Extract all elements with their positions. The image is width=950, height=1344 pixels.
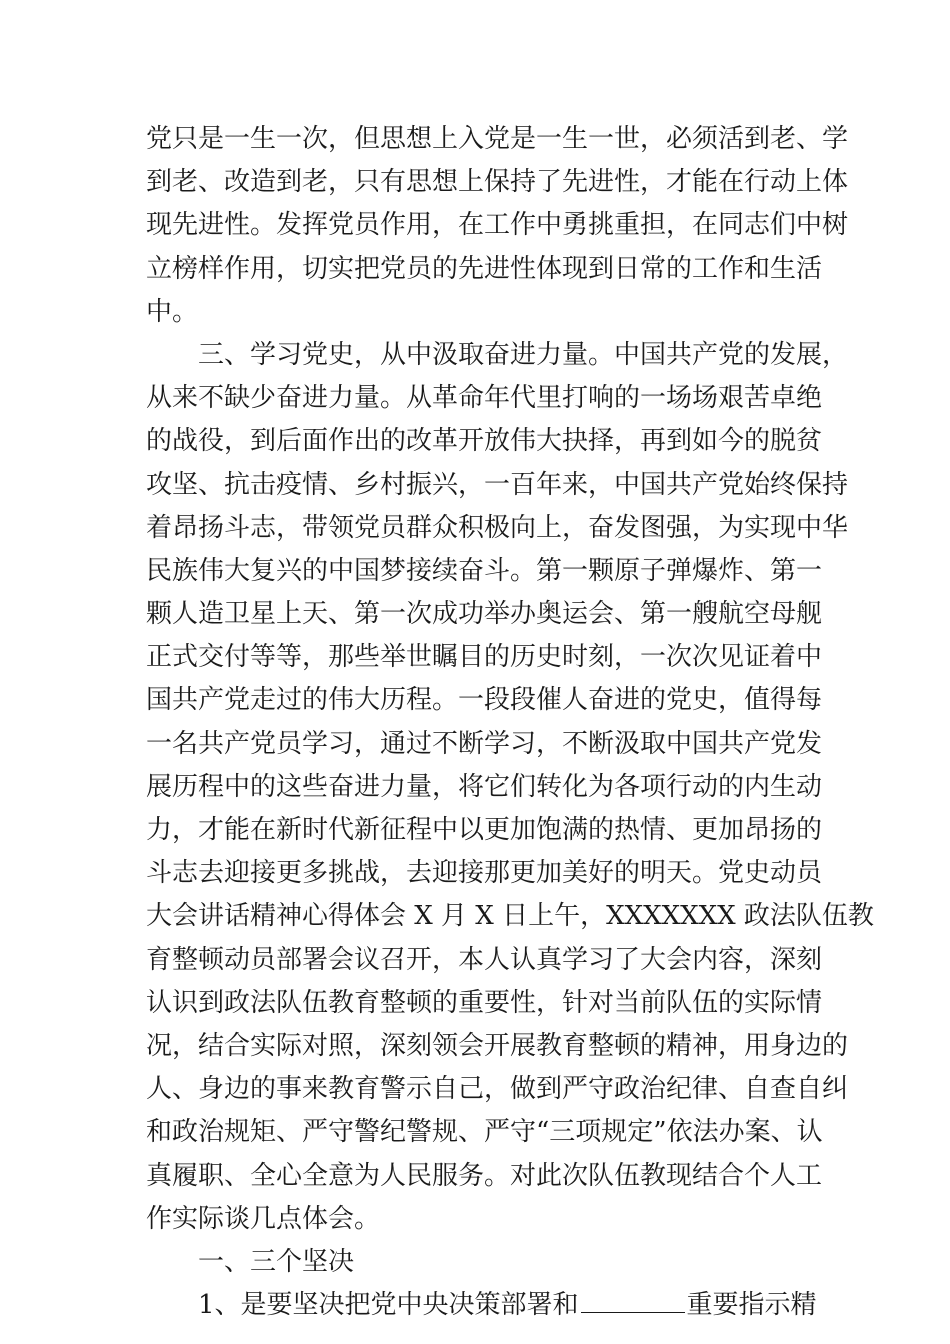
text-line: 到老、改造到老，只有思想上保持了先进性，才能在行动上体 [146, 167, 849, 198]
text-line: 中。 [146, 296, 199, 327]
text-line: 真履职、全心全意为人民服务。对此次队伍教现结合个人工 [146, 1160, 823, 1191]
text-line: 攻坚、抗击疫情、乡村振兴，一百年来，中国共产党始终保持 [146, 469, 849, 500]
text-line: 况，结合实际对照，深刻领会开展教育整顿的精神，用身边的 [146, 1030, 849, 1061]
section-heading-line: 一、三个坚决 [198, 1246, 355, 1277]
fill-in-line [146, 1284, 817, 1327]
fill-in-blank [581, 1286, 685, 1313]
fill-in-text-after: 重要指示精 [686, 1290, 817, 1321]
text-line: 人、身边的事来教育警示自己，做到严守政治纪律、自查自纠 [146, 1074, 849, 1105]
text-line: 民族伟大复兴的中国梦接续奋斗。第一颗原子弹爆炸、第一 [146, 555, 823, 586]
text-line: 党只是一生一次，但思想上入党是一生一世，必须活到老、学 [146, 124, 849, 154]
text-line: 育整顿动员部署会议召开，本人认真学习了大会内容，深刻 [146, 944, 823, 975]
text-line: 展历程中的这些奋进力量，将它们转化为各项行动的内生动 [146, 771, 823, 802]
text-line: 大会讲话精神心得体会 X 月 X 日上午，XXXXXXX 政法队伍教 [146, 901, 874, 932]
document-body [146, 118, 874, 1327]
text-line: 作实际谈几点体会。 [146, 1203, 381, 1234]
text-line: 立榜样作用，切实把党员的先进性体现到日常的工作和生活 [146, 253, 823, 284]
text-line: 一名共产党员学习，通过不断学习，不断汲取中国共产党发 [146, 728, 823, 759]
text-line: 的战役，到后面作出的改革开放伟大抉择，再到如今的脱贫 [146, 426, 823, 457]
text-line: 现先进性。发挥党员作用，在工作中勇挑重担，在同志们中树 [146, 210, 849, 241]
text-line: 从来不缺少奋进力量。从革命年代里打响的一场场艰苦卓绝 [146, 383, 823, 414]
text-line: 力，才能在新时代新征程中以更加饱满的热情、更加昂扬的 [146, 815, 823, 845]
text-line: 正式交付等等，那些举世瞩目的历史时刻，一次次见证着中 [146, 642, 823, 673]
text-line: 认识到政法队伍教育整顿的重要性，针对当前队伍的实际情 [146, 987, 823, 1018]
section-heading-line: 三、学习党史，从中汲取奋进力量。中国共产党的发展， [198, 339, 849, 370]
text-line: 颗人造卫星上天、第一次成功举办奥运会、第一艘航空母舰 [146, 599, 823, 630]
text-line: 着昂扬斗志，带领党员群众积极向上，奋发图强，为实现中华 [146, 512, 849, 543]
fill-in-text-before: 1、是要坚决把党中央决策部署和 [198, 1290, 579, 1321]
text-line: 斗志去迎接更多挑战，去迎接那更加美好的明天。党史动员 [146, 858, 823, 889]
text-line: 国共产党走过的伟大历程。一段段催人奋进的党史，值得每 [146, 685, 823, 716]
text-line: 和政治规矩、严守警纪警规、严守“三项规定”依法办案、认 [146, 1117, 823, 1148]
